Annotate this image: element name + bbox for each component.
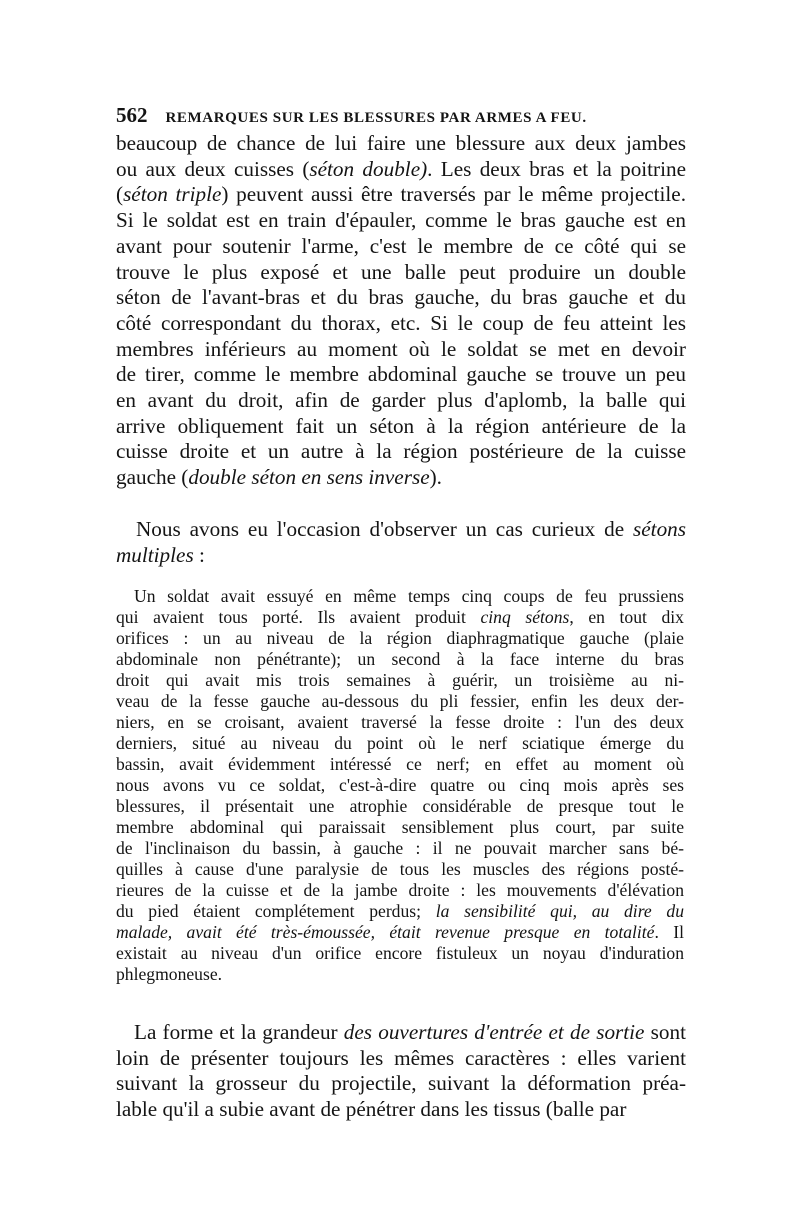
text-run: cinq sétons — [480, 607, 570, 627]
text-run: double séton en sens inverse — [188, 465, 430, 490]
text-run: ou aux deux cuisses ( — [116, 156, 310, 181]
para1-line — [116, 131, 686, 156]
text-run: quilles à cause d'une paralysie de tous les muscles des régions posté- — [116, 859, 684, 879]
text-run: beaucoup de chance de lui faire une blessure aux deux jambes — [116, 131, 686, 155]
para1-line — [116, 414, 686, 439]
para2-line — [116, 543, 205, 568]
para1-line — [116, 439, 686, 464]
para1-line — [116, 208, 686, 233]
case-line — [116, 712, 684, 733]
text-run: sont — [644, 1020, 686, 1044]
text-run: gauche ( — [116, 465, 189, 490]
para1-line — [116, 311, 686, 336]
text-run: séton double) — [309, 156, 428, 181]
case-line — [116, 628, 684, 649]
case-line — [116, 607, 684, 628]
para1-line — [116, 182, 686, 207]
case-line — [116, 733, 684, 754]
case-line — [116, 796, 684, 817]
text-run: . Les deux bras et la poitrine — [427, 156, 686, 181]
text-run: Si le soldat est en train d'épauler, comme le bras gauche est en — [116, 208, 686, 233]
para3-line — [116, 1097, 626, 1122]
case-line — [116, 691, 684, 712]
para1-line — [116, 234, 686, 259]
case-line — [116, 838, 684, 859]
case-line — [116, 817, 684, 838]
text-run: qui avaient tous porté. Ils avaient produit — [116, 607, 481, 627]
text-run: des ouvertures d'entrée et de sortie — [343, 1020, 645, 1044]
text-run: abdominale non pénétrante); un second à la face interne du bras — [116, 649, 684, 669]
page-number: 562 — [116, 103, 148, 127]
case-line — [116, 901, 684, 922]
para1-line — [116, 388, 686, 413]
text-run: . Il — [654, 922, 684, 942]
text-run: lable qu'il a subie avant de pénétrer dans les tissus (balle par — [116, 1097, 627, 1122]
text-run: loin de présenter toujours les mêmes caractères : elles varient — [116, 1045, 686, 1070]
text-run: suivant la grosseur du projectile, suivant la déformation préa- — [116, 1071, 686, 1096]
case-line — [116, 775, 684, 796]
case-line — [116, 964, 222, 985]
text-run: Un soldat avait essuyé en même temps cinq coups de feu prussiens — [134, 586, 684, 606]
text-run: sétons — [633, 517, 686, 541]
text-run: ). — [429, 465, 442, 490]
text-run: ( — [116, 182, 124, 207]
text-run: veau de la fesse gauche au-dessous du pli fessier, enfin les deux der- — [116, 691, 684, 711]
para3-line — [116, 1071, 686, 1096]
text-run: : — [193, 542, 205, 567]
para3-line — [116, 1046, 686, 1071]
para1-line — [116, 285, 686, 310]
running-header — [116, 103, 686, 128]
text-run: cuisse droite et un autre à la région postérieure de la cuisse — [116, 439, 686, 464]
text-run: malade, avait été très-émoussée, était revenue presque en totalité — [116, 922, 655, 942]
text-run: , en tout dix — [569, 607, 684, 627]
text-run: arrive obliquement fait un séton à la région antérieure de la — [116, 413, 686, 438]
text-run: nous avons vu ce soldat, c'est-à-dire quatre ou cinq mois après ses — [116, 775, 684, 795]
text-run: en avant du droit, afin de garder plus d'aplomb, la balle qui — [116, 388, 686, 412]
case-line — [116, 859, 684, 880]
text-run: Nous avons eu l'occasion d'observer un cas curieux de — [136, 517, 634, 541]
text-run: niers, en se croisant, avaient traversé la fesse droite : l'un des deux — [116, 712, 684, 732]
case-line — [116, 922, 684, 943]
para1-line — [116, 337, 686, 362]
case-line — [116, 649, 684, 670]
text-run: La forme et la grandeur — [134, 1020, 344, 1044]
text-run: séton de l'avant-bras et du bras gauche, du bras gauche et du — [116, 285, 686, 310]
case-line — [116, 880, 684, 901]
para1-line — [116, 465, 442, 490]
text-run: blessures, il présentait une atrophie considérable de presque tout le — [116, 796, 684, 816]
para1-line — [116, 157, 686, 182]
para1-line — [116, 362, 686, 387]
text-run: multiples — [116, 542, 194, 567]
text-run: de l'inclinaison du bassin, à gauche : il ne pouvait marcher sans bé- — [116, 838, 684, 858]
text-run: droit qui avait mis trois semaines à guérir, un troisième au ni- — [116, 670, 684, 690]
text-run: du pied étaient complétement perdus; — [116, 901, 436, 921]
text-run: orifices : un au niveau de la région diaphragmatique gauche (plaie — [116, 628, 684, 648]
text-run: ) peuvent aussi être traversés par le même projectile. — [221, 182, 686, 207]
para2-line — [136, 517, 686, 542]
text-run: membres inférieurs au moment où le soldat se met en devoir — [116, 336, 686, 361]
case-line — [134, 586, 684, 607]
text-run: membre abdominal qui paraissait sensiblement plus court, par suite — [116, 817, 684, 837]
para3-line — [134, 1020, 686, 1045]
text-run: côté correspondant du thorax, etc. Si le coup de feu atteint les — [116, 310, 686, 335]
text-run: derniers, situé au niveau du point où le nerf sciatique émerge du — [116, 733, 684, 753]
case-line — [116, 754, 684, 775]
text-run: existait au niveau d'un orifice encore fistuleux un noyau d'induration — [116, 943, 684, 963]
case-line — [116, 670, 684, 691]
text-run: rieures de la cuisse et de la jambe droite : les mouvements d'élévation — [116, 880, 684, 900]
para1-line — [116, 260, 686, 285]
text-run: bassin, avait évidemment intéressé ce nerf; en effet au moment où — [116, 754, 684, 774]
text-run: phlegmoneuse. — [116, 964, 223, 984]
case-line — [116, 943, 684, 964]
running-title: REMARQUES SUR LES BLESSURES PAR ARMES A FEU. — [165, 110, 587, 126]
text-run: trouve le plus exposé et une balle peut produire un double — [116, 259, 686, 284]
text-run: de tirer, comme le membre abdominal gauche se trouve un peu — [116, 362, 686, 387]
text-run: avant pour soutenir l'arme, c'est le membre de ce côté qui se — [116, 233, 686, 258]
text-run: la sensibilité qui, au dire du — [435, 901, 684, 921]
text-run: séton triple — [123, 182, 222, 207]
